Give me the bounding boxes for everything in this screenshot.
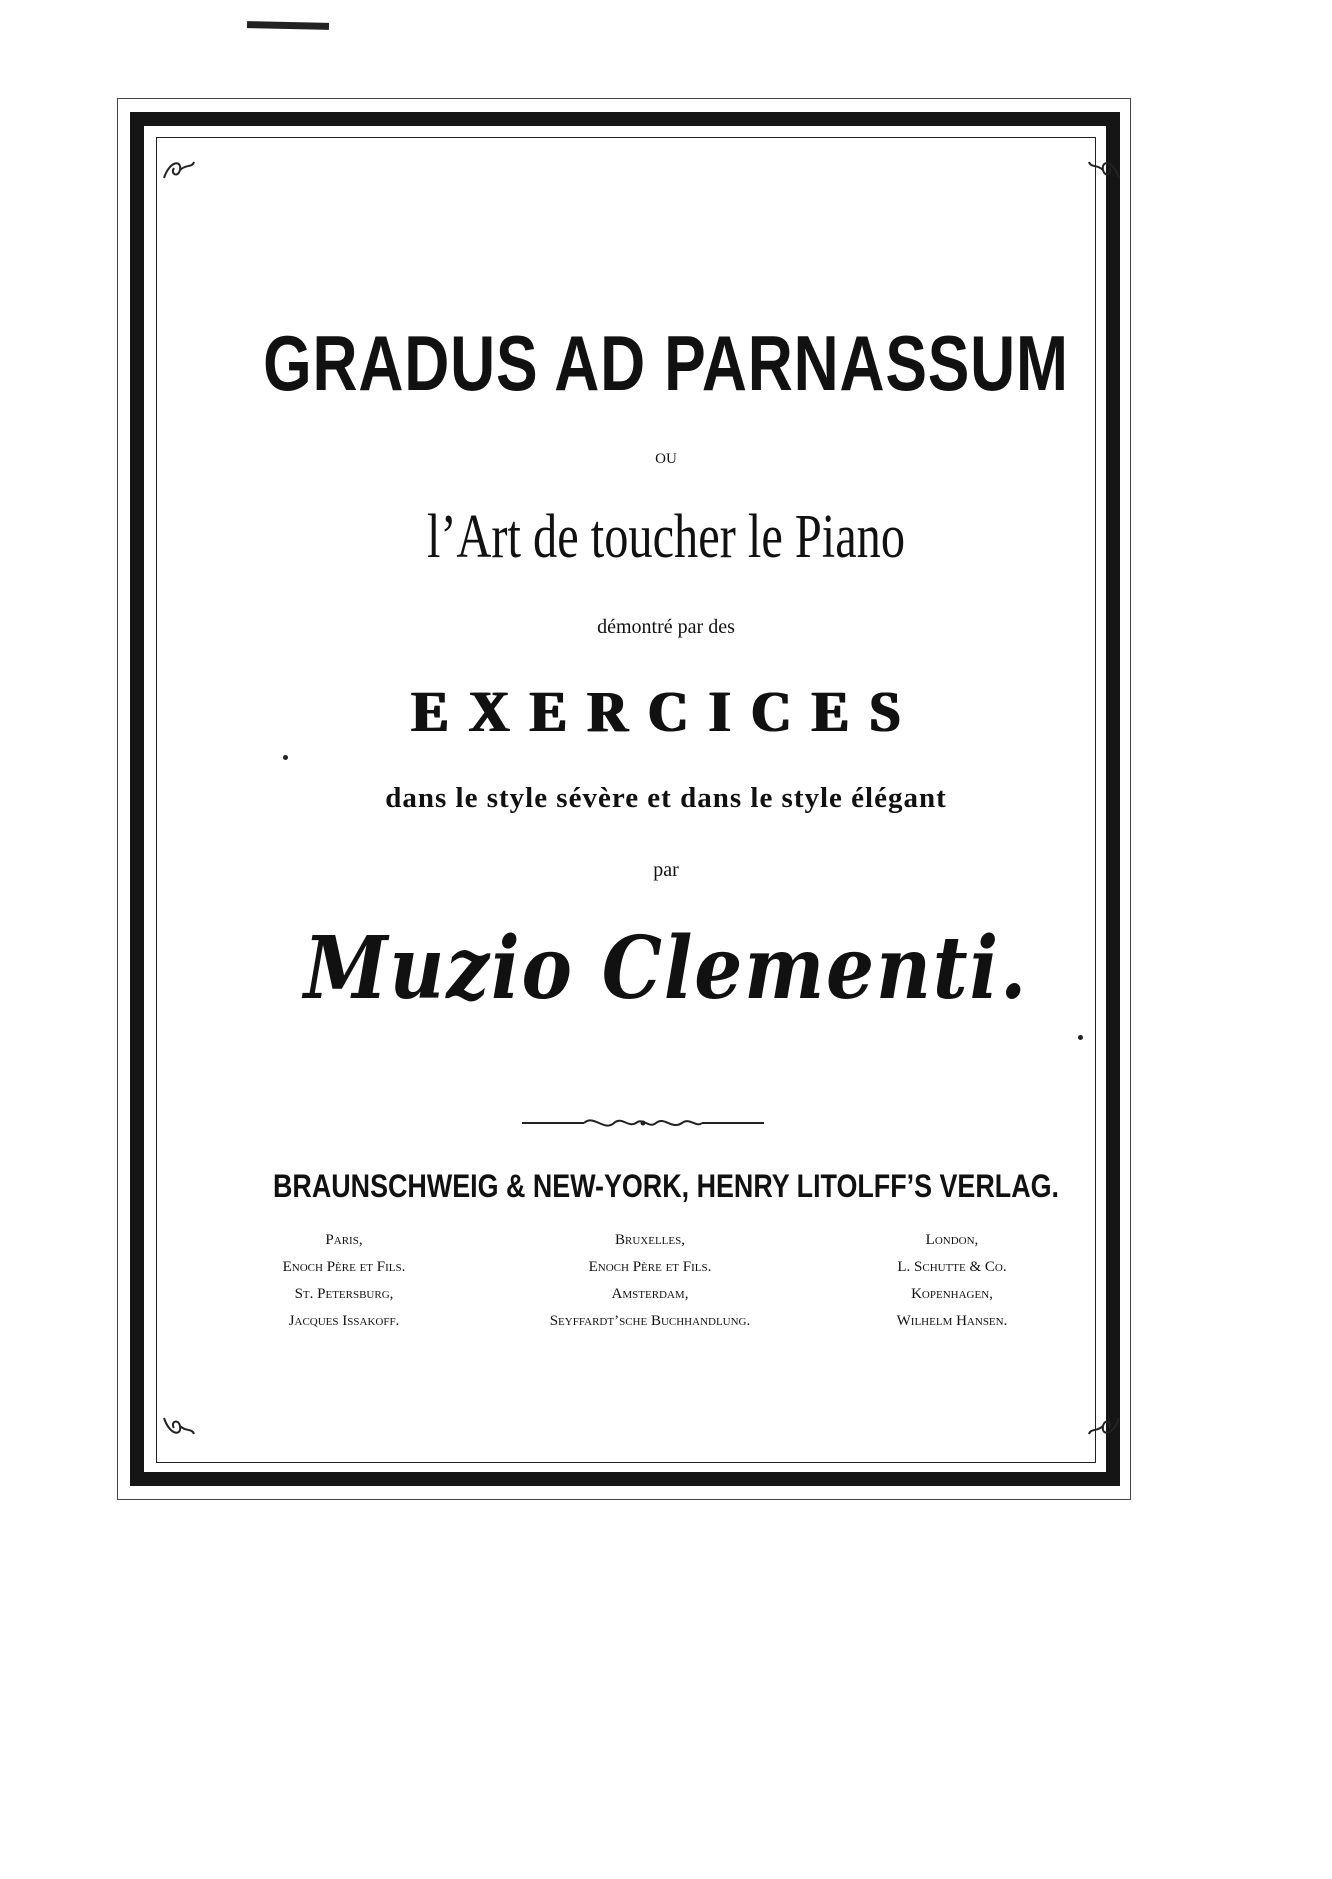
ornament-divider-icon <box>522 1112 764 1134</box>
agent-name: L. Schutte & Co. <box>897 1259 1007 1275</box>
agent-name: Seyffardt’sche Buchhandlung. <box>549 1313 751 1329</box>
composer-name: Muzio Clementi. <box>303 918 1029 1019</box>
work-title: GRADUS AD PARNASSUM <box>263 319 1069 407</box>
ink-mark <box>247 21 329 30</box>
agent-city: London, <box>925 1232 979 1248</box>
agents-column-middle <box>510 1227 790 1335</box>
agent-city: Amsterdam, <box>611 1286 689 1302</box>
agent-city: St. Petersburg, <box>294 1286 394 1302</box>
agent-city: Bruxelles, <box>615 1232 685 1248</box>
agent-name: Enoch Père et Fils. <box>588 1259 712 1275</box>
corner-flourish-icon <box>1087 158 1121 184</box>
demonstrated-by-text: démontré par des <box>597 616 735 638</box>
agent-name: Wilhelm Hansen. <box>896 1313 1008 1329</box>
agents-column-right <box>812 1227 1092 1335</box>
conjunction-text: ou <box>655 443 677 468</box>
subtitle: l’Art de toucher le Piano <box>426 503 906 571</box>
agent-name: Enoch Père et Fils. <box>282 1259 406 1275</box>
corner-flourish-icon <box>1087 1412 1121 1438</box>
publisher-line: BRAUNSCHWEIG & NEW-YORK, HENRY LITOLFF’S VERLAG. <box>273 1168 1059 1204</box>
agent-city: Paris, <box>325 1232 363 1248</box>
agent-name: Jacques Issakoff. <box>288 1313 400 1329</box>
agents-column-left <box>204 1227 484 1335</box>
style-description: dans le style sévère et dans le style élégant <box>385 782 947 814</box>
corner-flourish-icon <box>162 1412 196 1438</box>
corner-flourish-icon <box>162 158 196 184</box>
by-text: par <box>653 859 679 881</box>
exercises-heading: EXERCICES <box>411 679 921 744</box>
agent-city: Kopenhagen, <box>911 1286 993 1302</box>
